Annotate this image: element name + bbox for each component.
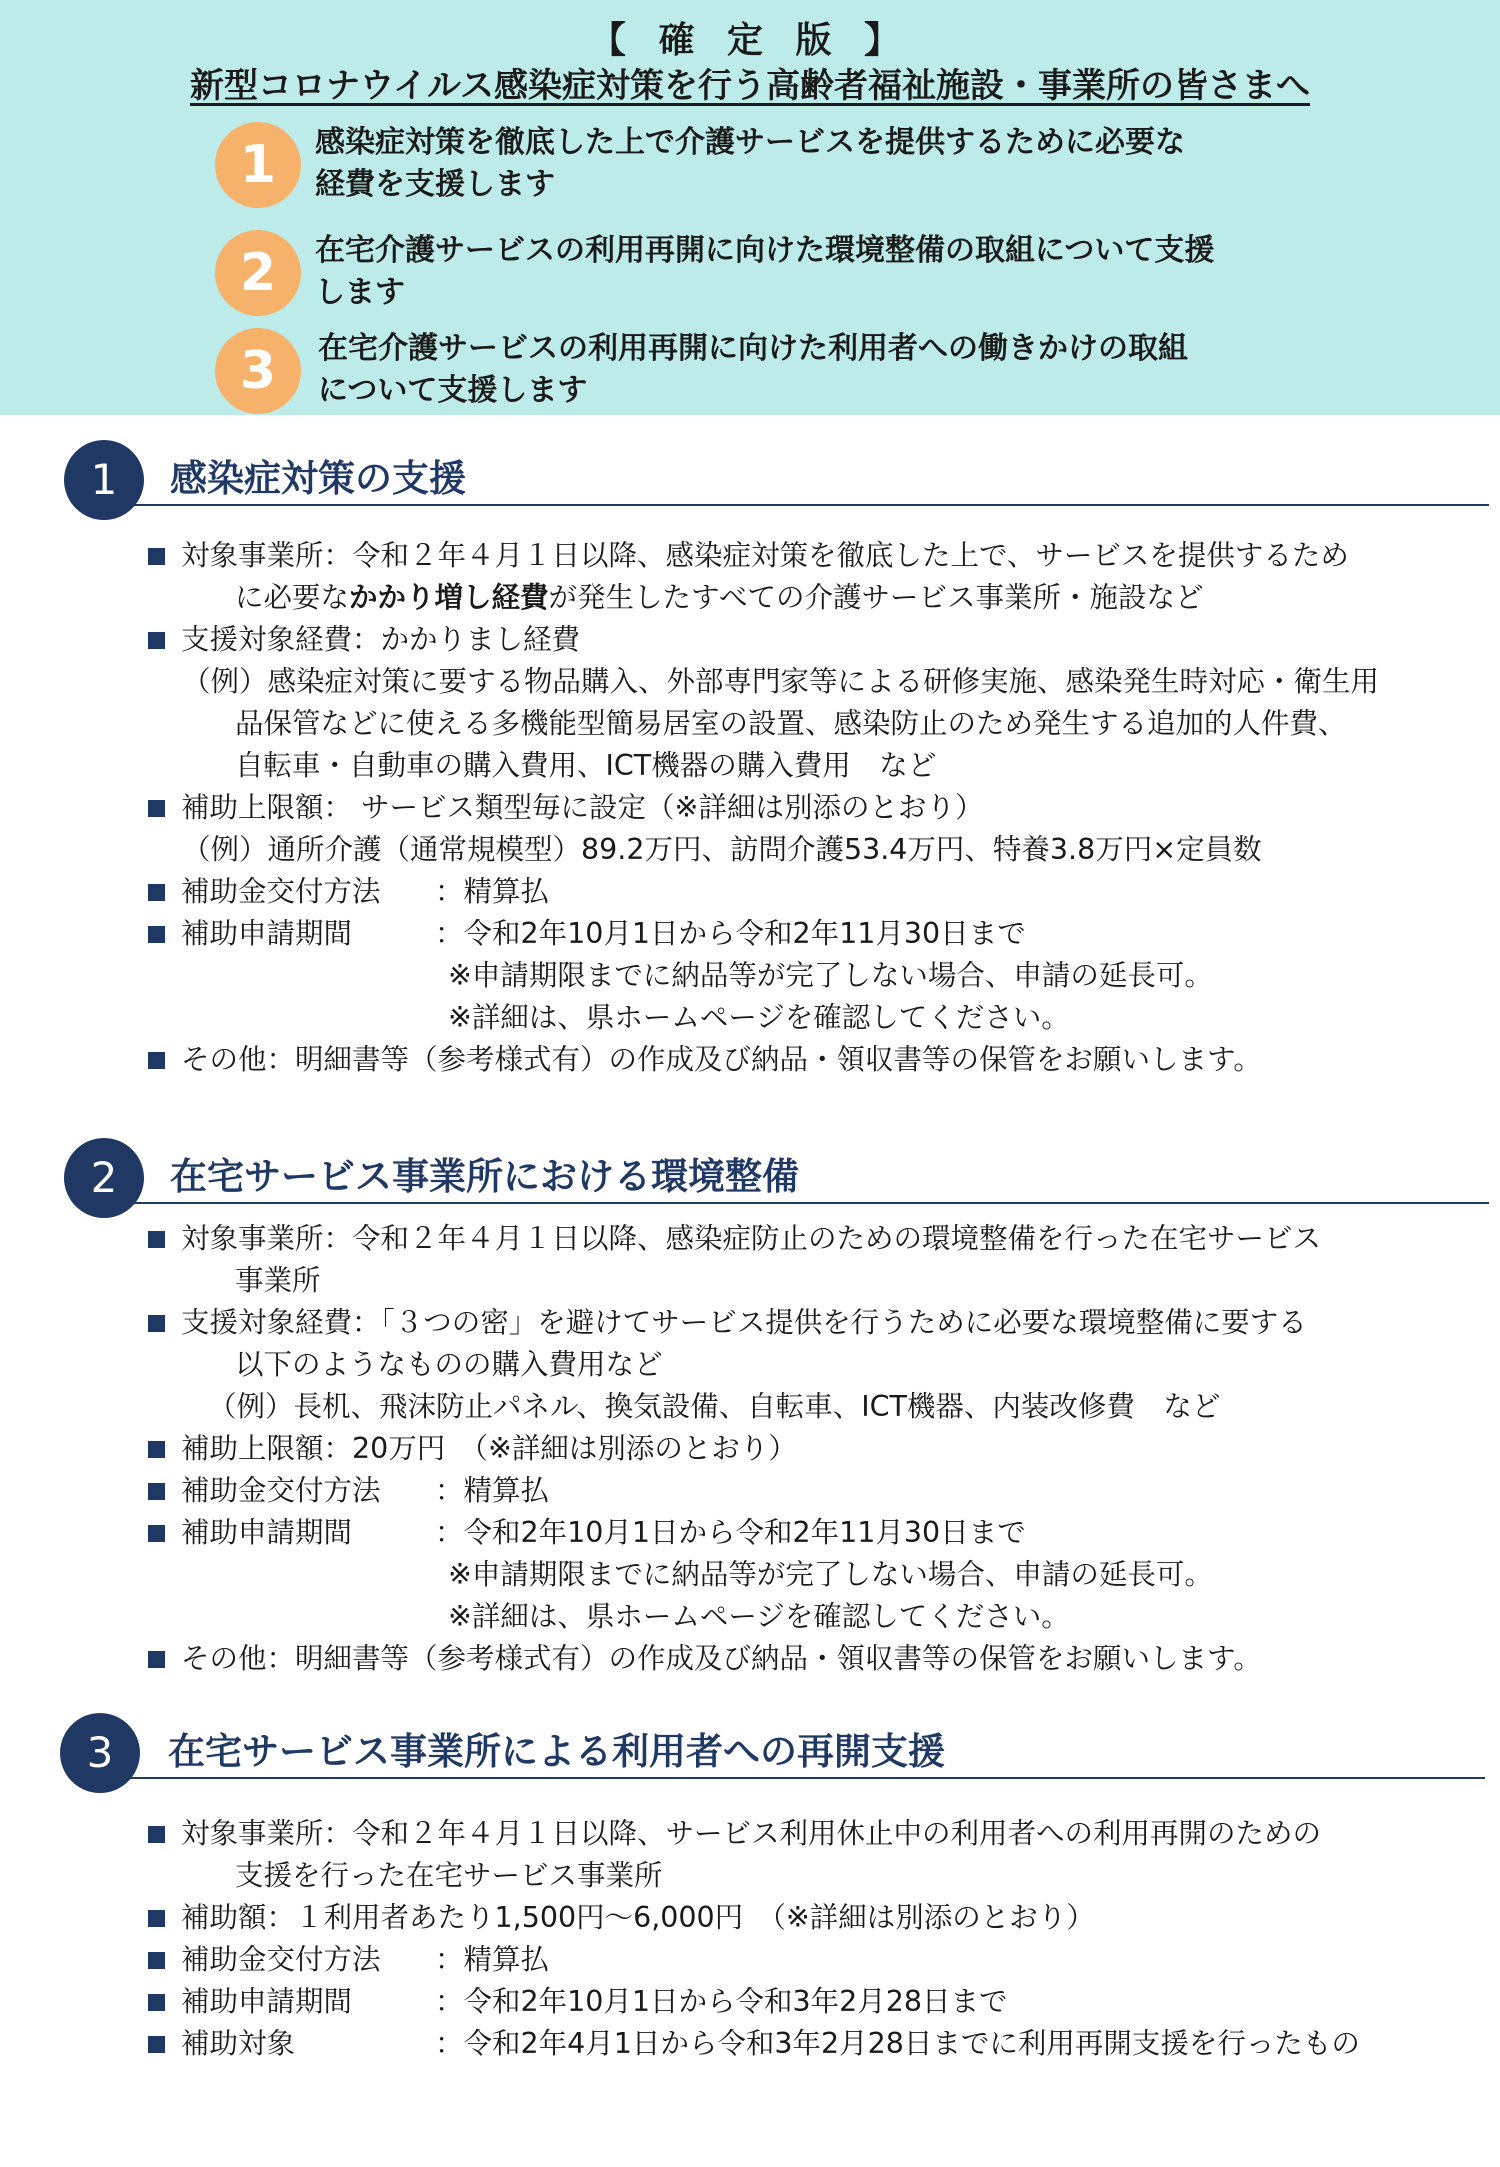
highlight-number-badge: 2 xyxy=(215,230,301,316)
bullet-square-icon xyxy=(148,1952,165,1969)
bullet-square-icon xyxy=(148,884,165,901)
text: その他：明細書等（参考様式有）の作成及び納品・領収書等の保管をお願いします。 xyxy=(181,1043,1262,1076)
section-2-note: ※申請期限までに納品等が完了しない場合、申請の延長可。 xyxy=(448,1558,1213,1591)
text: が発生したすべての介護サービス事業所・施設など xyxy=(548,581,1204,614)
section-divider xyxy=(104,1202,1489,1204)
bullet-square-icon xyxy=(148,800,165,817)
section-2-target xyxy=(148,1218,1321,1260)
bullet-square-icon xyxy=(148,1525,165,1542)
section-1-example: 自転車・自動車の購入費用、ICT機器の購入費用 など xyxy=(235,749,937,782)
label: 補助対象 xyxy=(181,2027,296,2060)
section-2-other xyxy=(148,1638,1262,1680)
bullet-square-icon xyxy=(148,632,165,649)
section-2-example: （例）長机、飛沫防止パネル、換気設備、自転車、ICT機器、内装改修費 など xyxy=(208,1390,1221,1423)
header-banner xyxy=(0,0,1500,415)
section-title: 在宅サービス事業所における環境整備 xyxy=(170,1155,799,1198)
section-2-target-cont: 事業所 xyxy=(235,1264,321,1297)
section-1-example: 品保管などに使える多機能型簡易居室の設置、感染防止のため発生する追加的人件費、 xyxy=(235,707,1347,740)
text: 支援対象経費：かかりまし経費 xyxy=(181,623,581,656)
section-1-note: ※詳細は、県ホームページを確認してください。 xyxy=(448,1001,1070,1034)
text: 対象事業所：令和２年４月１日以降、感染症対策を徹底した上で、サービスを提供するため xyxy=(181,539,1349,572)
label: 補助申請期間 xyxy=(181,917,353,950)
text: 対象事業所：令和２年４月１日以降、感染症防止のための環境整備を行った在宅サービス xyxy=(181,1222,1322,1255)
highlight-number-badge: 1 xyxy=(215,122,301,208)
section-2-note: ※詳細は、県ホームページを確認してください。 xyxy=(448,1600,1070,1633)
bullet-square-icon xyxy=(148,2036,165,2053)
text: 補助上限額：20万円 （※詳細は別添のとおり） xyxy=(181,1432,797,1465)
bullet-square-icon xyxy=(148,1826,165,1843)
value: ：精算払 xyxy=(435,875,550,908)
bullet-square-icon xyxy=(148,926,165,943)
section-3-header xyxy=(60,1713,1490,1793)
section-3-target-cont: 支援を行った在宅サービス事業所 xyxy=(235,1859,663,1892)
section-1-example: （例）感染症対策に要する物品購入、外部専門家等による研修実施、感染発生時対応・衛生用 xyxy=(182,665,1380,698)
section-3-period xyxy=(148,1981,1008,2023)
section-1-target-cont xyxy=(235,577,1203,619)
value: ：精算払 xyxy=(435,1943,550,1976)
bullet-square-icon xyxy=(148,1315,165,1332)
highlight-item-2 xyxy=(215,230,1345,320)
highlight-text xyxy=(315,230,1345,314)
text: 支援対象経費：「３つの密」を避けてサービス提供を行うために必要な環境整備に要する xyxy=(181,1306,1307,1339)
section-divider xyxy=(104,504,1489,506)
bullet-square-icon xyxy=(148,1910,165,1927)
section-2-expense-cont: 以下のようなものの購入費用など xyxy=(235,1348,663,1381)
section-number-badge: 3 xyxy=(60,1713,140,1793)
section-1-limit-example: （例）通所介護（通常規模型）89.2万円、訪問介護53.4万円、特養3.8万円×定員数 xyxy=(182,833,1262,866)
highlight-text xyxy=(315,122,1345,206)
text: 補助上限額： サービス類型毎に設定（※詳細は別添のとおり） xyxy=(181,791,984,824)
label: 補助金交付方法 xyxy=(181,875,381,908)
section-2-header xyxy=(64,1138,1494,1218)
highlight-line: について支援します xyxy=(318,373,588,408)
highlight-item-1 xyxy=(215,122,1345,212)
bullet-square-icon xyxy=(148,1483,165,1500)
bullet-square-icon xyxy=(148,1651,165,1668)
section-1-expense xyxy=(148,619,580,661)
page-title: 新型コロナウイルス感染症対策を行う高齢者福祉施設・事業所の皆さまへ xyxy=(190,66,1310,106)
section-2-method xyxy=(148,1470,549,1512)
highlight-number-badge: 3 xyxy=(215,328,301,414)
section-1-header xyxy=(64,440,1494,520)
text: 補助額：１利用者あたり1,500円～6,000円 （※詳細は別添のとおり） xyxy=(181,1901,1095,1934)
text: その他：明細書等（参考様式有）の作成及び納品・領収書等の保管をお願いします。 xyxy=(181,1642,1262,1675)
final-version-label: 【 確 定 版 】 xyxy=(589,20,911,61)
highlight-line: 在宅介護サービスの利用再開に向けた利用者への働きかけの取組 xyxy=(318,331,1188,366)
highlight-text xyxy=(318,328,1348,412)
emphasis-text: かかり増し経費 xyxy=(349,581,549,614)
section-1-method xyxy=(148,871,549,913)
section-3-subject xyxy=(148,2023,1360,2065)
section-1-other xyxy=(148,1039,1262,1081)
bullet-square-icon xyxy=(148,548,165,565)
text: 対象事業所：令和２年４月１日以降、サービス利用休止中の利用者への利用再開のための xyxy=(181,1817,1322,1850)
section-1-period xyxy=(148,913,1026,955)
section-1-target xyxy=(148,535,1349,577)
label: 補助金交付方法 xyxy=(181,1943,381,1976)
section-3-amount xyxy=(148,1897,1095,1939)
value: ：精算払 xyxy=(435,1474,550,1507)
highlight-line: 経費を支援します xyxy=(315,167,555,202)
value: ：令和2年10月1日から令和2年11月30日まで xyxy=(435,1516,1026,1549)
highlight-item-3 xyxy=(215,328,1345,418)
highlight-line: します xyxy=(315,275,405,310)
bullet-square-icon xyxy=(148,1441,165,1458)
section-divider xyxy=(100,1777,1485,1779)
bullet-square-icon xyxy=(148,1231,165,1248)
section-number-badge: 1 xyxy=(64,440,144,520)
section-title: 感染症対策の支援 xyxy=(170,457,466,500)
highlight-line: 感染症対策を徹底した上で介護サービスを提供するために必要な xyxy=(315,125,1185,160)
section-2-period xyxy=(148,1512,1026,1554)
section-1-note: ※申請期限までに納品等が完了しない場合、申請の延長可。 xyxy=(448,959,1213,992)
section-2-limit xyxy=(148,1428,797,1470)
value: ：令和2年10月1日から令和2年11月30日まで xyxy=(435,917,1026,950)
section-title: 在宅サービス事業所による利用者への再開支援 xyxy=(168,1730,945,1773)
section-3-target xyxy=(148,1813,1321,1855)
highlight-line: 在宅介護サービスの利用再開に向けた環境整備の取組について支援 xyxy=(315,233,1215,268)
text: に必要な xyxy=(235,581,350,614)
section-3-method xyxy=(148,1939,549,1981)
label: 補助金交付方法 xyxy=(181,1474,381,1507)
label: 補助申請期間 xyxy=(181,1985,353,2018)
bullet-square-icon xyxy=(148,1994,165,2011)
section-number-badge: 2 xyxy=(64,1138,144,1218)
label: 補助申請期間 xyxy=(181,1516,353,1549)
value: ：令和2年10月1日から令和3年2月28日まで xyxy=(435,1985,1008,2018)
section-2-expense xyxy=(148,1302,1307,1344)
section-1-limit xyxy=(148,787,983,829)
bullet-square-icon xyxy=(148,1052,165,1069)
value: ：令和2年4月1日から令和3年2月28日までに利用再開支援を行ったもの xyxy=(435,2027,1360,2060)
